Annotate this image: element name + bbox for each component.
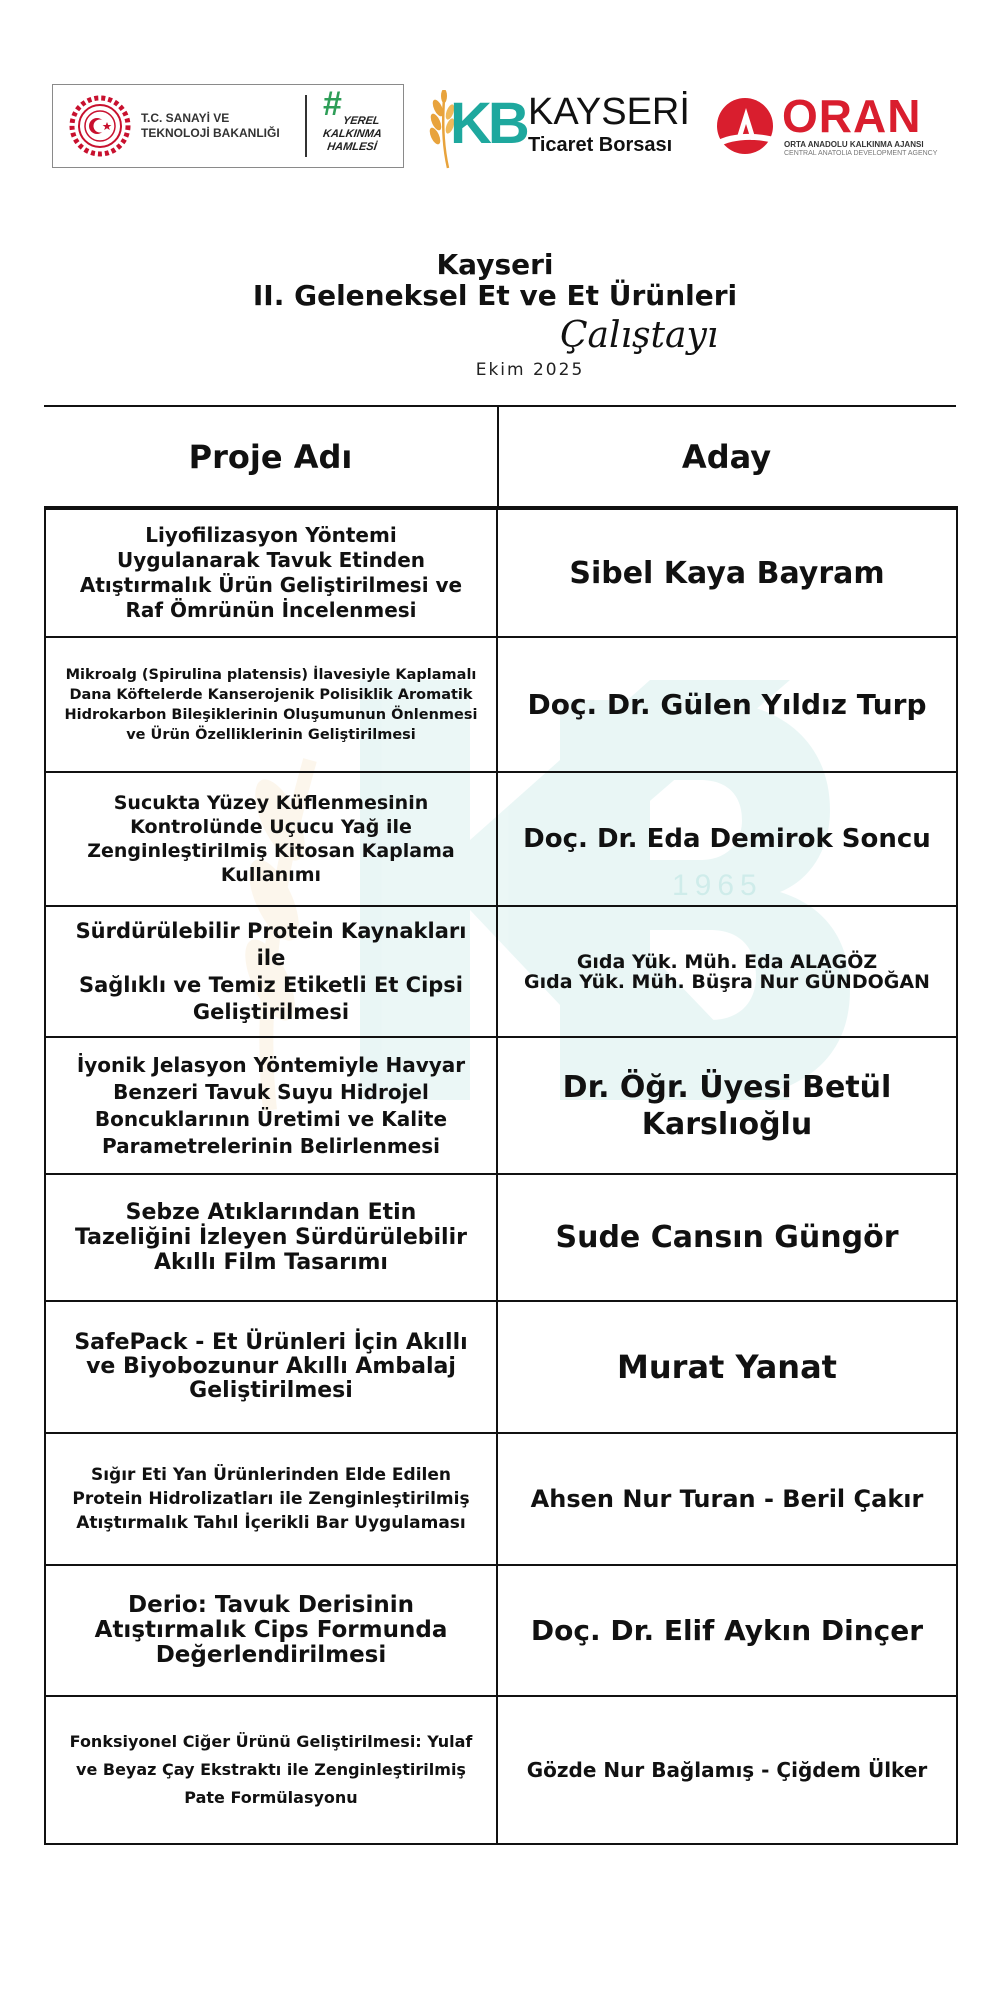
ministry-gear-emblem-icon [69, 95, 131, 157]
event-date: Ekim 2025 [475, 360, 585, 380]
table-row [44, 1566, 958, 1697]
ministry-name [141, 111, 301, 141]
header-candidate: Aday [681, 437, 772, 476]
kts-monogram: KB [450, 91, 526, 156]
oran-logo [712, 90, 942, 166]
project-name-cell: Derio: Tavuk Derisinin Atıştırmalık Cips Formunda Değerlendirilmesi [46, 1566, 498, 1695]
table-row [44, 1434, 958, 1566]
candidate-cell: Doç. Dr. Elif Aykın Dinçer [530, 1614, 924, 1647]
ministry-line-1: T.C. SANAYİ VE [141, 111, 230, 125]
yerel-line-2: KALKINMA [322, 128, 383, 140]
table-row [44, 1175, 958, 1302]
project-name-cell: Sucukta Yüzey Küflenmesinin Kontrolünde Uçucu Yağ ile Zenginleştirilmiş Kitosan Kaplama Kullanımı [46, 773, 498, 905]
candidate-cell: Gıda Yük. Müh. Eda ALAGÖZ Gıda Yük. Müh. Büşra Nur GÜNDOĞAN [524, 950, 930, 993]
watermark-year: 1965 [672, 869, 763, 902]
header-project-name: Proje Adı [188, 437, 353, 476]
candidate-cell: Dr. Öğr. Üyesi Betül Karslıoğlu [562, 1069, 892, 1142]
yerel-hash-icon: # [323, 85, 342, 123]
oran-subtitle: ORTA ANADOLU KALKINMA AJANSI [784, 140, 924, 149]
project-name-cell: Sığır Eti Yan Ürünlerinden Elde Edilen Protein Hidrolizatları ile Zenginleştirilmiş Atıştırmalık Tahıl İçerikli Bar Uygulaması [46, 1434, 498, 1564]
candidate-cell: Doç. Dr. Eda Demirok Soncu [523, 824, 931, 854]
ministry-line-2: TEKNOLOJİ BAKANLIĞI [141, 126, 280, 140]
table-row [44, 508, 958, 638]
oran-subtitle-english: CENTRAL ANATOLIA DEVELOPMENT AGENCY [784, 150, 938, 157]
table-row [44, 638, 958, 773]
table-row [44, 773, 958, 907]
table-header-row [44, 405, 958, 508]
oran-mark-icon [712, 96, 778, 156]
candidate-cell: Sude Cansın Güngör [555, 1220, 899, 1255]
project-name-cell: Sebze Atıklarından Etin Tazeliğini İzleyen Sürdürülebilir Akıllı Film Tasarımı [46, 1175, 498, 1300]
project-name-cell: Sürdürülebilir Protein Kaynakları ile Sağlıklı ve Temiz Etiketli Et Cipsi Geliştirilmesi [46, 907, 498, 1036]
kts-subtitle: Ticaret Borsası [528, 134, 673, 156]
table-row [44, 1038, 958, 1175]
yerel-kalkinma-logo [319, 85, 393, 159]
kayseri-ticaret-borsasi-logo [422, 84, 692, 174]
table-row [44, 1697, 958, 1845]
yerel-line-1: YEREL [342, 115, 381, 127]
candidate-cell: Gözde Nur Bağlamış - Çiğdem Ülker [526, 1758, 928, 1782]
table-row [44, 1302, 958, 1434]
ministry-divider [305, 95, 307, 157]
project-name-cell: İyonik Jelasyon Yöntemiyle Havyar Benzeri Tavuk Suyu Hidrojel Boncuklarının Üretimi ve Kalite Parametrelerinin Belirlenmesi [46, 1038, 498, 1173]
ministry-logo [52, 84, 404, 168]
event-script-subtitle: Çalıştayı [560, 315, 719, 356]
yerel-line-3: HAMLESİ [326, 141, 378, 153]
candidate-cell: Doç. Dr. Gülen Yıldız Turp [527, 688, 927, 721]
event-title [0, 248, 1000, 380]
event-city: Kayseri [436, 248, 554, 281]
yerel-text [320, 115, 384, 154]
table-row [44, 907, 958, 1038]
kts-name: KAYSERİ [528, 91, 690, 133]
candidate-cell: Ahsen Nur Turan - Beril Çakır [530, 1485, 924, 1513]
candidate-cell: Sibel Kaya Bayram [569, 555, 885, 591]
project-name-cell: Liyofilizasyon Yöntemi Uygulanarak Tavuk Etinden Atıştırmalık Ürün Geliştirilmesi ve Raf Ömrünün İncelenmesi [46, 510, 498, 636]
oran-wordmark: ORAN [782, 90, 922, 142]
project-name-cell: Mikroalg (Spirulina platensis) İlavesiyle Kaplamalı Dana Köftelerde Kanserojenik Polisiklik Aromatik Hidrokarbon Bileşiklerinin Oluşumunun Önlenmesi ve Ürün Özelliklerinin Geliştirilmesi [46, 638, 498, 771]
project-name-cell: Fonksiyonel Ciğer Ürünü Geliştirilmesi: Yulaf ve Beyaz Çay Ekstraktı ile Zenginleştirilmiş Pate Formülasyonu [46, 1697, 498, 1843]
projects-table [44, 405, 958, 1845]
event-name: II. Geleneksel Et ve Et Ürünleri [252, 279, 738, 312]
project-name-cell: SafePack - Et Ürünleri İçin Akıllı ve Biyobozunur Akıllı Ambalaj Geliştirilmesi [46, 1302, 498, 1432]
candidate-cell: Murat Yanat [617, 1348, 837, 1386]
